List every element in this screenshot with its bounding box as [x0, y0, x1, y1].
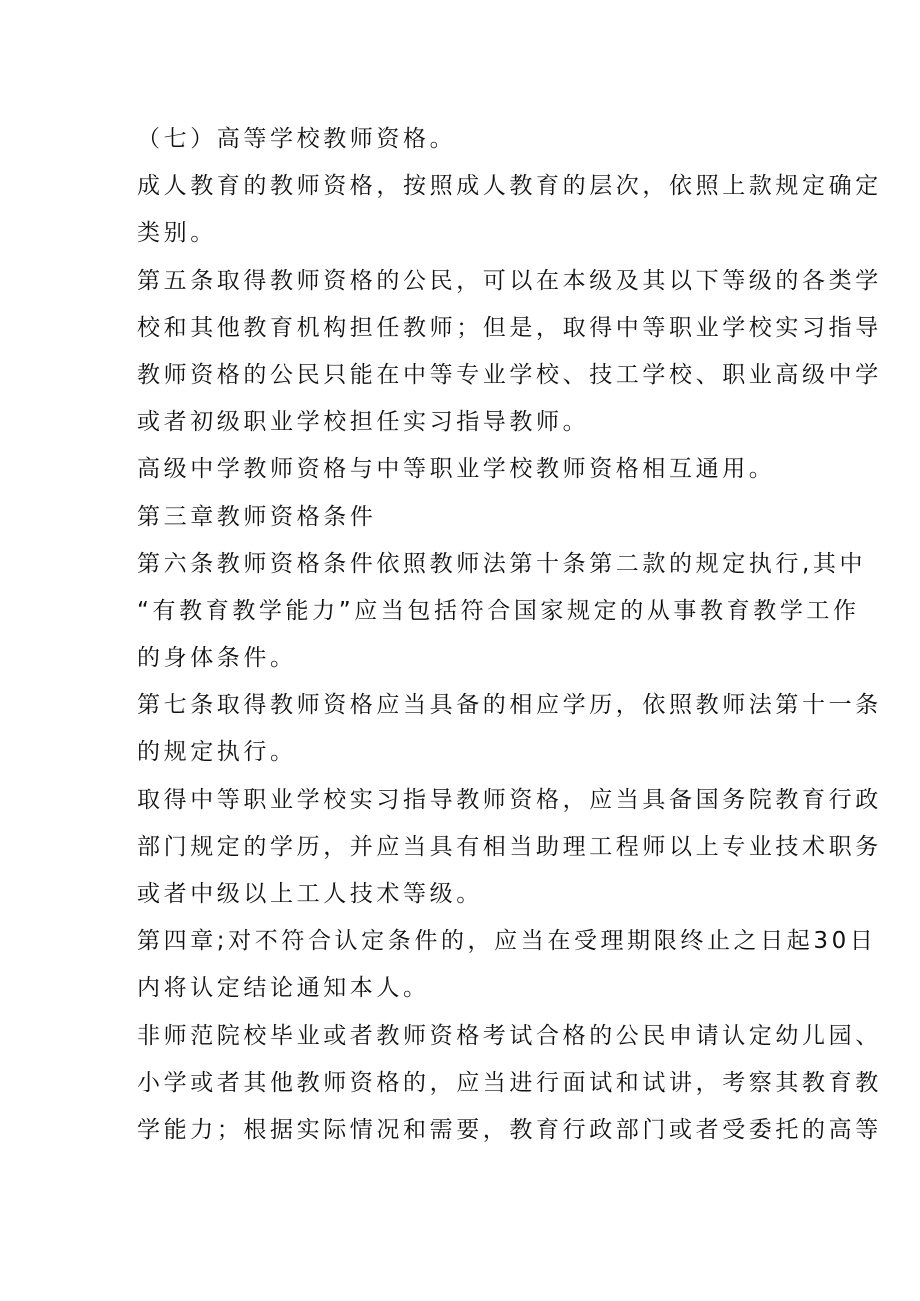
text-line-2: 成人教育的教师资格，按照成人教育的层次，依照上款规定确定 [137, 173, 882, 200]
text-line-15: 取得中等职业学校实习指导教师资格，应当具备国务院教育行政 [137, 786, 882, 813]
text-line-7: 或者初级职业学校担任实习指导教师。 [137, 409, 590, 436]
text-line-6: 教师资格的公民只能在中等专业学校、技工学校、职业高级中学 [137, 361, 882, 388]
text-line-11: “有教育教学能力”应当包括符合国家规定的从事教育教学工作 [137, 597, 860, 624]
text-line-4: 第五条取得教师资格的公民，可以在本级及其以下等级的各类学 [137, 267, 882, 294]
text-line-3: 类别。 [137, 220, 217, 247]
text-line-21: 小学或者其他教师资格的，应当进行面试和试讲，考察其教育教 [137, 1069, 882, 1096]
text-line-8: 高级中学教师资格与中等职业学校教师资格相互通用。 [137, 456, 776, 483]
text-line-10: 第六条教师资格条件依照教师法第十条第二款的规定执行,其中 [137, 550, 867, 577]
text-line-18: 第四章;对不符合认定条件的，应当在受理期限终止之日起30日 [137, 928, 877, 955]
text-line-19: 内将认定结论通知本人。 [137, 975, 430, 1002]
text-line-16: 部门规定的学历，并应当具有相当助理工程师以上专业技术职务 [137, 833, 882, 860]
chapter-heading: 第三章教师资格条件 [137, 503, 377, 530]
document-body [137, 116, 882, 1154]
text-line-1: （七）高等学校教师资格。 [137, 126, 457, 152]
text-line-20: 非师范院校毕业或者教师资格考试合格的公民申请认定幼儿园、 [137, 1022, 882, 1049]
text-line-5: 校和其他教育机构担任教师；但是，取得中等职业学校实习指导 [137, 314, 882, 341]
text-line-13: 第七条取得教师资格应当具备的相应学历，依照教师法第十一条 [137, 692, 882, 719]
text-line-22: 学能力；根据实际情况和需要，教育行政部门或者受委托的高等 [137, 1116, 882, 1143]
text-line-12: 的身体条件。 [137, 645, 297, 672]
text-line-14: 的规定执行。 [137, 739, 297, 766]
text-line-17: 或者中级以上工人技术等级。 [137, 881, 483, 907]
